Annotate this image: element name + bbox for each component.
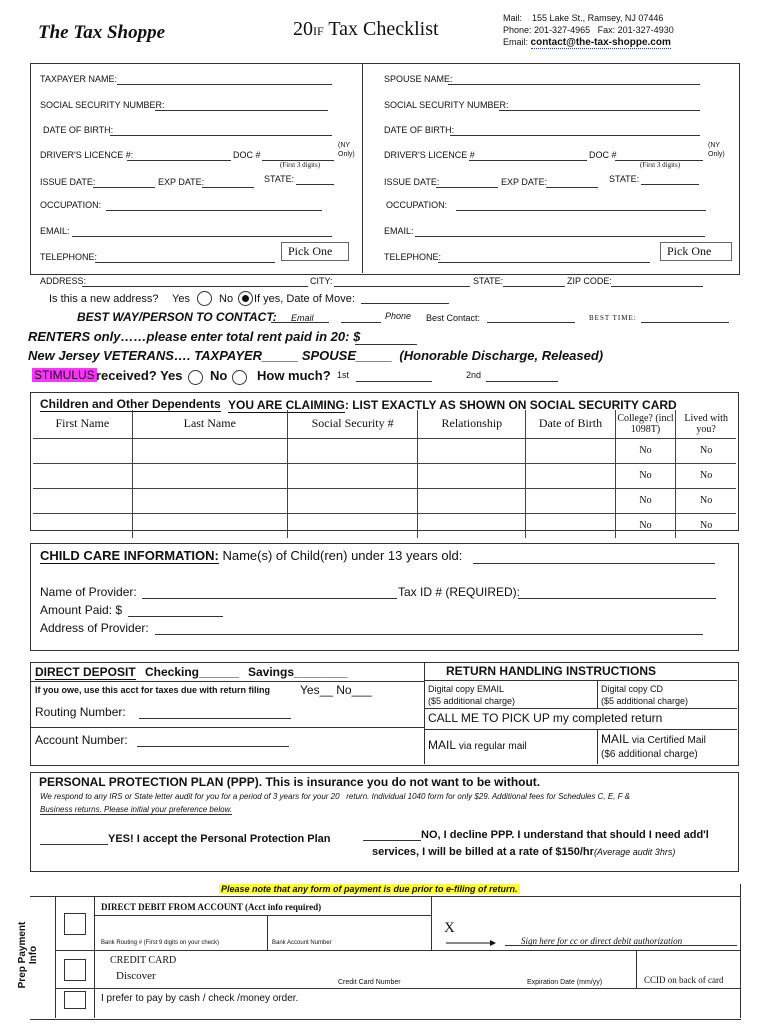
payment-side-rule-1 (55, 950, 95, 951)
col-college: College? (incl 1098T) (615, 410, 676, 438)
spouse-issue-label: ISSUE DATE: (384, 177, 440, 187)
cc-expiration-label: Expiration Date (mm/yy) (527, 979, 603, 986)
ppp-decline-line-2: services, I will be billed at a rate of $150/hr(Average audit 3hrs) (372, 846, 676, 858)
spouse-occupation-field[interactable] (456, 210, 706, 211)
taxpayer-ny-only: (NY Only) (338, 142, 355, 158)
direct-debit-end (431, 896, 432, 950)
handling-split-2 (597, 730, 598, 764)
new-address-question: Is this a new address? (49, 293, 159, 305)
payment-right-border (740, 884, 741, 1018)
spouse-telephone-field[interactable] (438, 262, 650, 263)
bank-routing-label: Bank Routing # (First 9 digits on your check) (101, 940, 220, 946)
zip-label: ZIP CODE: (567, 276, 612, 286)
veterans-line: New Jersey VETERANS…. TAXPAYER_____ SPOUSE_____ (Honorable Discharge, Released) (28, 348, 604, 363)
title-text: Tax Checklist (328, 18, 439, 40)
dependents-title: Children and Other Dependents (40, 397, 221, 411)
stimulus-no-radio[interactable] (232, 370, 247, 385)
direct-debit-label: DIRECT DEBIT FROM ACCOUNT (Acct info required) (101, 902, 322, 912)
deposit-routing-rule (31, 727, 424, 728)
handling-regular-mail-option[interactable]: MAIL via regular mail (428, 738, 527, 752)
childcare-header (40, 548, 462, 563)
cc-number-label: Credit Card Number (338, 979, 401, 986)
spouse-state-field[interactable] (641, 184, 699, 185)
credit-card-bottom-rule (95, 988, 740, 989)
spouse-dob-label: DATE OF BIRTH: (384, 125, 455, 135)
dependent-4-last-name[interactable] (132, 513, 287, 538)
provider-name-field[interactable] (142, 598, 397, 599)
contact-phone: Phone: 201-327-4965 Fax: 201-327-4930 (503, 25, 674, 35)
deposit-owe-yes[interactable]: Yes__ No___ (300, 683, 372, 697)
zip-field[interactable] (611, 286, 703, 287)
spouse-ssn-field[interactable] (499, 110, 700, 111)
dependent-3-last-name[interactable] (132, 488, 287, 513)
taxpayer-doc-label: DOC # (233, 150, 261, 160)
spouse-state-label: STATE: (609, 174, 640, 184)
ppp-accept-label: YES! I accept the Personal Protection Plan (108, 833, 331, 845)
title-year: 20 (293, 18, 313, 40)
contact-mail: Mail: 155 Lake St., Ramsey, NJ 07446 (503, 13, 664, 23)
handling-pickup-option[interactable]: CALL ME TO PICK UP my completed return (428, 711, 663, 725)
provider-taxid-label: Tax ID # (REQUIRED): (398, 585, 521, 599)
payment-notice: Please note that any form of payment is due prior to e-filing of return. (221, 884, 518, 894)
taxpayer-name-field[interactable] (117, 84, 332, 85)
deposit-savings-label: Savings________ (248, 665, 348, 679)
direct-debit-checkbox[interactable] (64, 913, 86, 935)
table-row (33, 463, 736, 488)
best-way-email-option: Email (291, 313, 314, 323)
spouse-ny-only: (NY Only) (708, 142, 725, 158)
direct-debit-bottom-rule (95, 950, 740, 951)
dependent-2-first-name[interactable] (33, 463, 132, 488)
dependent-2-lived-with[interactable]: No (676, 463, 736, 488)
stimulus-how-much-label: How much? (257, 368, 331, 383)
deposit-title: DIRECT DEPOSIT (35, 665, 136, 679)
handling-title-rule (425, 680, 737, 681)
payment-side-label: Prep Payment Info (17, 921, 39, 989)
arrow-right-icon (446, 939, 496, 947)
personal-info-box (30, 63, 740, 275)
taxpayer-exp-label: EXP DATE: (158, 177, 205, 187)
card-type-value[interactable]: Discover (116, 970, 156, 982)
dependent-1-dob[interactable] (526, 438, 615, 463)
table-row (33, 513, 736, 538)
cc-split-1 (636, 951, 637, 988)
dependent-3-ssn[interactable] (287, 488, 418, 513)
brand-logo: The Tax Shoppe (38, 22, 166, 43)
title-year-suffix: IF (313, 24, 324, 38)
dependent-4-college[interactable]: No (615, 513, 676, 538)
dependent-4-ssn[interactable] (287, 513, 418, 538)
amount-paid-label: Amount Paid: $ (40, 603, 123, 617)
spouse-email-label: EMAIL: (384, 226, 414, 236)
personal-divider (362, 64, 363, 273)
dependent-2-last-name[interactable] (132, 463, 287, 488)
best-contact-label: Best Contact: (426, 313, 481, 323)
cash-check-checkbox[interactable] (64, 991, 86, 1009)
best-contact-field[interactable] (487, 322, 575, 323)
taxpayer-occupation-field[interactable] (106, 210, 322, 211)
spouse-name-label: SPOUSE NAME: (384, 74, 453, 84)
spouse-exp-field[interactable] (546, 187, 598, 188)
deposit-checking-label: Checking______ (145, 665, 240, 679)
taxpayer-dob-field[interactable] (110, 135, 332, 136)
taxpayer-dl-label: DRIVER'S LICENCE #: (40, 150, 134, 160)
credit-card-checkbox[interactable] (64, 959, 86, 981)
provider-address-label: Address of Provider: (40, 621, 149, 635)
handling-cd-option[interactable]: Digital copy CD ($5 additional charge) (601, 684, 689, 706)
spouse-doc-hint: (First 3 digits) (640, 161, 681, 169)
new-address-yes-label: Yes (172, 293, 190, 305)
handling-row-rule-2 (425, 729, 737, 730)
taxpayer-dob-label: DATE OF BIRTH: (43, 125, 114, 135)
taxpayer-issue-label: ISSUE DATE: (40, 177, 96, 187)
dependent-1-ssn[interactable] (287, 438, 418, 463)
amount-paid-field[interactable] (128, 616, 223, 617)
renters-line: RENTERS only……please enter total rent paid in 20: $ (28, 329, 361, 344)
col-last-name: Last Name (132, 410, 287, 438)
dependent-3-dob[interactable] (526, 488, 615, 513)
ppp-title: PERSONAL PROTECTION PLAN (PPP). This is insurance you do not want to be without. (39, 775, 541, 789)
stimulus-yes-radio[interactable] (188, 370, 203, 385)
dependent-1-last-name[interactable] (132, 438, 287, 463)
taxpayer-state-field[interactable] (296, 184, 334, 185)
email-link[interactable]: contact@the-tax-shoppe.com (530, 37, 671, 48)
handling-row-rule-1 (425, 708, 737, 709)
direct-debit-title-rule (95, 915, 431, 916)
dependents-subtitle: YOU ARE CLAIMING: LIST EXACTLY AS SHOWN ON SOCIAL SECURITY CARD (228, 398, 677, 412)
spouse-email-field[interactable] (415, 236, 705, 237)
dependent-3-lived-with[interactable]: No (676, 488, 736, 513)
handling-split (597, 681, 598, 709)
table-row (33, 438, 736, 463)
signature-x: X (444, 920, 455, 936)
dependent-3-first-name[interactable] (33, 488, 132, 513)
credit-card-label: CREDIT CARD (110, 955, 177, 966)
col-dob: Date of Birth (526, 410, 615, 438)
deposit-divider (424, 663, 425, 764)
routing-number-field[interactable] (139, 718, 291, 719)
ppp-accept-initials[interactable] (40, 844, 108, 845)
spouse-ssn-label: SOCIAL SECURITY NUMBER: (384, 100, 509, 110)
deposit-header-rule (31, 681, 424, 682)
ppp-decline-line-1: NO, I decline PPP. I understand that should I need add'l (421, 829, 709, 841)
stimulus-no-label: No (210, 368, 228, 383)
best-way-phone-option: Phone (385, 311, 412, 321)
dependent-4-dob[interactable] (526, 513, 615, 538)
routing-number-label: Routing Number: (35, 705, 126, 719)
handling-certified-mail-option[interactable]: MAIL via Certified Mail ($6 additional charge) (601, 732, 706, 760)
taxpayer-phone-type-select[interactable]: Pick One (281, 242, 349, 261)
childcare-title: CHILD CARE INFORMATION: (40, 548, 219, 563)
taxpayer-doc-hint: (First 3 digits) (280, 161, 321, 169)
col-first-name: First Name (33, 410, 132, 438)
taxpayer-state-label: STATE: (264, 174, 295, 184)
taxpayer-telephone-label: TELEPHONE: (40, 252, 98, 262)
address-field[interactable] (82, 286, 308, 287)
best-time-label: BEST TIME: (589, 314, 637, 322)
state-field[interactable] (503, 286, 565, 287)
ppp-body-1: We respond to any IRS or State letter audit for you for a period of 3 years for your 20 return. Individual 1040 form for only $29. Additional fees for Schedules C, E, F & (40, 792, 630, 801)
taxpayer-name-label: TAXPAYER NAME: (40, 74, 118, 84)
dependent-1-relationship[interactable] (418, 438, 526, 463)
spouse-dl-label: DRIVER'S LICENCE # (384, 150, 475, 160)
taxpayer-issue-field[interactable] (93, 187, 155, 188)
childcare-names-label: Name(s) of Child(ren) under 13 years old: (222, 548, 463, 563)
city-label: CITY: (310, 276, 333, 286)
ppp-body-2: Business returns. Please initial your preference below. (40, 805, 233, 814)
new-address-no-radio[interactable] (238, 291, 253, 306)
new-address-yes-radio[interactable] (197, 291, 212, 306)
handling-email-option[interactable]: Digital copy EMAIL ($5 additional charge) (428, 684, 516, 706)
stimulus-first-field[interactable] (356, 381, 432, 382)
stimulus-second-field[interactable] (486, 381, 558, 382)
taxpayer-ssn-label: SOCIAL SECURITY NUMBER: (40, 100, 165, 110)
dependents-table (33, 410, 736, 538)
handling-title: RETURN HANDLING INSTRUCTIONS (446, 664, 656, 678)
dependents-header-row (33, 410, 736, 438)
dependent-2-dob[interactable] (526, 463, 615, 488)
taxpayer-email-field[interactable] (72, 236, 332, 237)
deposit-owe-label: If you owe, use this acct for taxes due with return filing (35, 685, 271, 695)
spouse-exp-label: EXP DATE: (501, 177, 548, 187)
dependent-4-relationship[interactable] (418, 513, 526, 538)
spouse-name-field[interactable] (448, 84, 700, 85)
col-relationship: Relationship (418, 410, 526, 438)
payment-side-divider (55, 896, 56, 1018)
col-lived-with: Lived with you? (676, 410, 736, 438)
cash-check-label: I prefer to pay by cash / check /money order. (101, 993, 299, 1004)
stimulus-first-label: 1st (337, 370, 350, 380)
renters-amount-field[interactable] (355, 344, 417, 345)
signature-label: Sign here for cc or direct debit authorization (521, 936, 683, 946)
cc-ccid-label: CCID on back of card (644, 975, 724, 985)
dependent-2-relationship[interactable] (418, 463, 526, 488)
stimulus-received-label: received? Yes (96, 368, 183, 383)
spouse-issue-field[interactable] (436, 187, 498, 188)
taxpayer-exp-field[interactable] (202, 187, 254, 188)
move-date-label: If yes, Date of Move: (254, 293, 355, 305)
bank-account-label: Bank Account Number (272, 940, 332, 946)
account-number-label: Account Number: (35, 733, 128, 747)
city-field[interactable] (334, 286, 470, 287)
contact-email: Email: contact@the-tax-shoppe.com (503, 37, 671, 48)
dependent-4-first-name[interactable] (33, 513, 132, 538)
taxpayer-telephone-field[interactable] (95, 262, 275, 263)
childcare-names-field[interactable] (473, 563, 715, 564)
spouse-doc-label: DOC # (589, 150, 617, 160)
dependent-1-lived-with[interactable]: No (676, 438, 736, 463)
address-label: ADDRESS: (40, 276, 87, 286)
provider-address-field[interactable] (155, 634, 703, 635)
new-address-no-label: No (219, 293, 234, 305)
spouse-occupation-label: OCCUPATION: (386, 200, 448, 210)
best-time-field[interactable] (641, 322, 729, 323)
spouse-dob-field[interactable] (450, 135, 700, 136)
best-way-label: BEST WAY/PERSON TO CONTACT: (77, 310, 277, 324)
stimulus-highlight: STIMULUS (34, 368, 95, 382)
provider-taxid-field[interactable] (518, 598, 716, 599)
account-number-field[interactable] (137, 746, 289, 747)
taxpayer-occupation-label: OCCUPATION: (40, 200, 102, 210)
provider-name-label: Name of Provider: (40, 585, 137, 599)
dependent-2-ssn[interactable] (287, 463, 418, 488)
taxpayer-ssn-field[interactable] (155, 110, 328, 111)
table-row (33, 488, 736, 513)
dependent-2-college[interactable]: No (615, 463, 676, 488)
dependent-1-college[interactable]: No (615, 438, 676, 463)
state-label: STATE: (473, 276, 504, 286)
spouse-telephone-label: TELEPHONE: (384, 252, 442, 262)
col-ssn: Social Security # (287, 410, 418, 438)
stimulus-second-label: 2nd (466, 370, 482, 380)
spouse-phone-type-select[interactable]: Pick One (660, 242, 732, 261)
dependent-3-relationship[interactable] (418, 488, 526, 513)
best-way-phone-line[interactable] (341, 322, 381, 323)
taxpayer-dl-field[interactable] (127, 160, 231, 161)
spouse-dl-field[interactable] (469, 160, 587, 161)
move-date-field[interactable] (361, 303, 449, 304)
taxpayer-email-label: EMAIL: (40, 226, 70, 236)
dependent-3-college[interactable]: No (615, 488, 676, 513)
page-title (293, 18, 439, 41)
ppp-decline-initials[interactable] (363, 840, 421, 841)
direct-debit-split (267, 916, 268, 950)
dependent-4-lived-with[interactable]: No (676, 513, 736, 538)
payment-side-rule-2 (55, 988, 95, 989)
dependent-1-first-name[interactable] (33, 438, 132, 463)
